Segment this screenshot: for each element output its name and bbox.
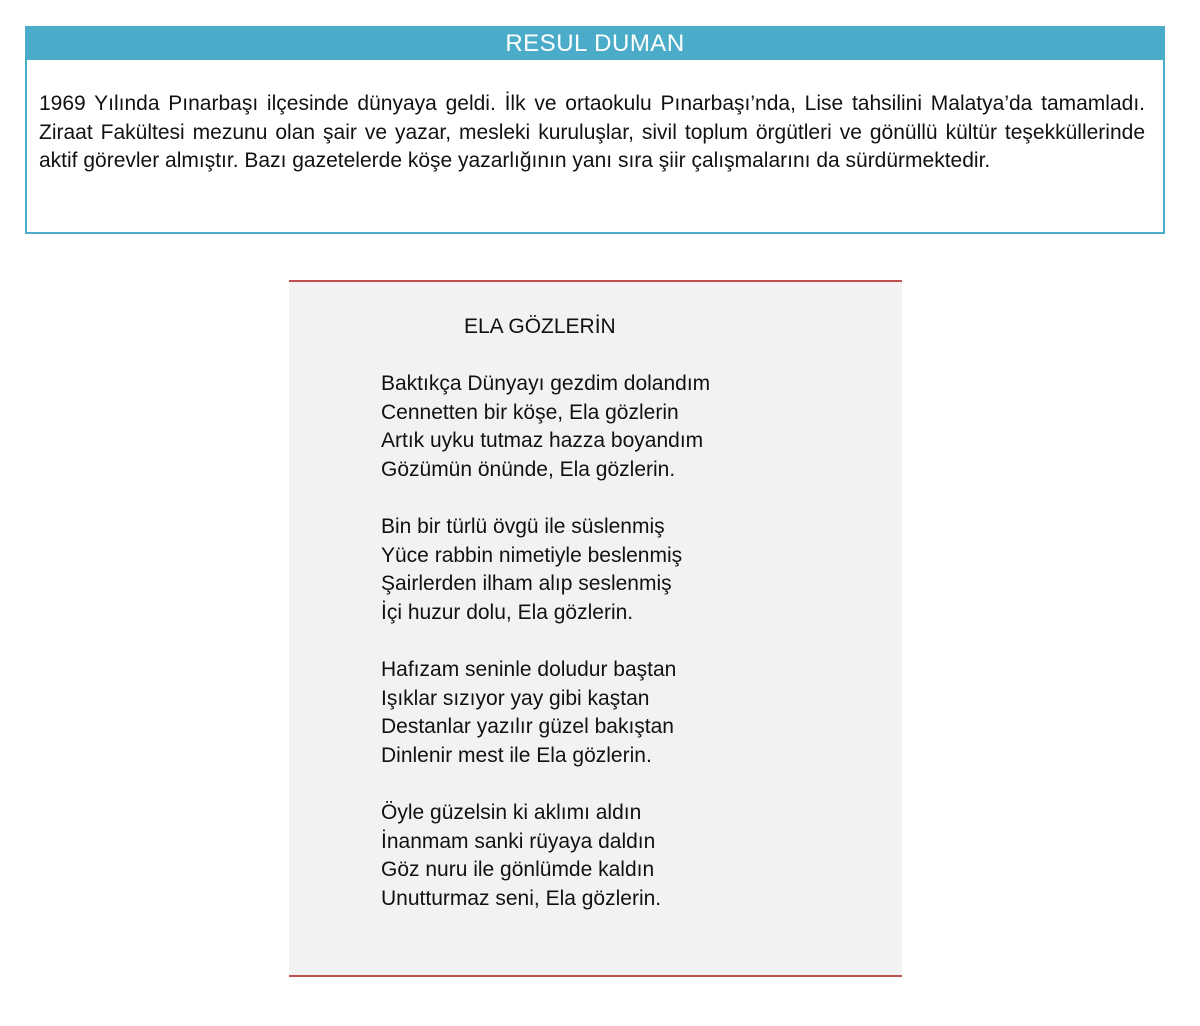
biography-box <box>25 26 1165 234</box>
poem-stanza-1 <box>381 370 710 484</box>
poem-line: İçi huzur dolu, Ela gözlerin. <box>381 600 634 624</box>
poem-title: ELA GÖZLERİN <box>464 315 616 338</box>
biography-text: 1969 Yılında Pınarbaşı ilçesinde dünyaya geldi. İlk ve ortaokulu Pınarbaşı’nda, Lise tahsilini Malatya’da tamamladı. Ziraat Fakültesi mezunu olan şair ve yazar, mesleki kuruluşlar, sivil toplum örgütleri ve gönüllü kültür teşekküllerinde aktif görevler almıştır. Bazı gazetelerde köşe yazarlığının yanı sıra şiir çalışmalarını da sürdürmektedir. <box>39 92 1145 172</box>
author-name-header: RESUL DUMAN <box>27 28 1163 60</box>
poem-box <box>289 280 902 977</box>
poem-line: Dinlenir mest ile Ela gözlerin. <box>381 743 652 767</box>
poem-line: Yüce rabbin nimetiyle beslenmiş <box>381 543 683 567</box>
poem-stanza-3 <box>381 656 710 770</box>
poem-body <box>381 370 710 942</box>
poem-line: Bin bir türlü övgü ile süslenmiş <box>381 515 665 538</box>
poem-line: Artık uyku tutmaz hazza boyandım <box>381 429 704 452</box>
poem-line: İnanmam sanki rüyaya daldın <box>381 829 656 853</box>
poem-line: Göz nuru ile gönlümde kaldın <box>381 858 655 881</box>
poem-line: Hafızam seninle doludur baştan <box>381 658 677 681</box>
poem-line: Işıklar sızıyor yay gibi kaştan <box>381 686 650 710</box>
poem-line: Cennetten bir köşe, Ela gözlerin <box>381 400 679 424</box>
poem-stanza-4 <box>381 799 710 913</box>
poem-line: Öyle güzelsin ki aklımı aldın <box>381 801 642 824</box>
poem-line: Şairlerden ilham alıp seslenmiş <box>381 572 672 595</box>
poem-line: Unutturmaz seni, Ela gözlerin. <box>381 886 662 910</box>
poem-line: Destanlar yazılır güzel bakıştan <box>381 715 674 738</box>
poem-line: Baktıkça Dünyayı gezdim dolandım <box>381 372 711 395</box>
poem-line: Gözümün önünde, Ela gözlerin. <box>381 457 676 481</box>
poem-stanza-2 <box>381 513 710 627</box>
